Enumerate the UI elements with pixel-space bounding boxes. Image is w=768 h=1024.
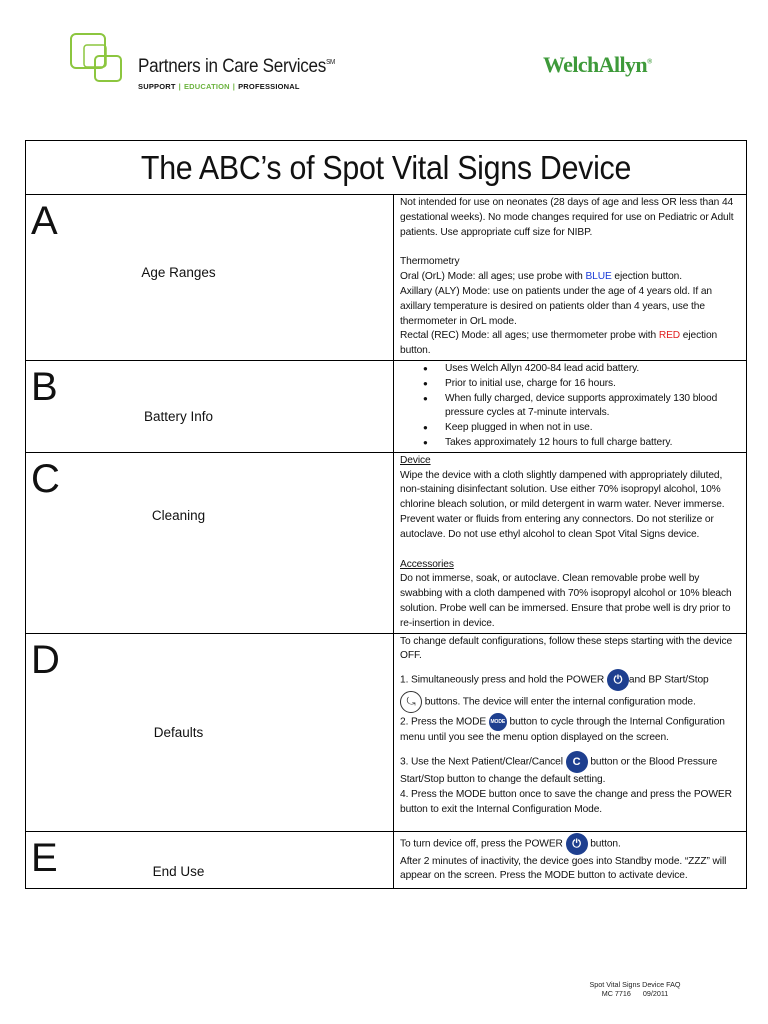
section-b-content	[394, 361, 747, 453]
defaults-step-4: 4. Press the MODE button once to save the change and press the POWER button to exit the Internal Configuration Mode.	[400, 788, 732, 815]
device-cleaning-text: Wipe the device with a cloth slightly dampened with appropriately diluted, non-staining disinfectant solution. Use either 70% isopropyl alcohol, 10% chlorine bleach solution, or mild detergent in warm water. Never immerse. Prevent water or fluids from entering any connectors. Do not sterilize or autoclave. Do not use ethyl alcohol to clean Spot Vital Signs device.	[400, 469, 725, 540]
list-item: ● Prior to initial use, charge for 16 hours.	[445, 377, 742, 392]
list-item: ● Keep plugged in when not in use.	[445, 421, 742, 436]
section-letter: D	[31, 637, 60, 682]
partners-squares-icon	[70, 33, 132, 83]
neonate-warning: Not intended for use on neonates (28 days of age and less OR less than 44 gestational weeks). No mode changes required for use on Pediatric or Adult patients. Use appropriate cuff size for NIBP.	[400, 197, 734, 238]
section-letter: A	[31, 199, 58, 243]
axillary-mode: Axillary (ALY) Mode: use on patients under the age of 4 years old. If an axillary temperature is desired on patients older than 4 years, use the thermometer in OrL mode.	[400, 285, 712, 327]
thermometry-heading: Thermometry	[400, 256, 460, 268]
section-e-row	[26, 831, 747, 888]
oral-mode: Oral (OrL) Mode: all ages; use probe with BLUE ejection button.	[400, 271, 682, 283]
section-a-content	[394, 195, 747, 361]
end-use-line-1: To turn device off, press the POWER ⏻ button.	[400, 833, 742, 855]
section-letter: B	[31, 365, 58, 409]
defaults-step-3: 3. Use the Next Patient/Clear/Cancel C button or the Blood Pressure Start/Stop button to change the default setting.	[400, 751, 742, 788]
section-d-left	[26, 633, 394, 831]
list-item: ● Takes approximately 12 hours to full charge battery.	[445, 436, 742, 451]
cancel-icon: C	[566, 751, 588, 773]
device-heading: Device	[400, 454, 431, 466]
section-a-left	[26, 195, 394, 361]
section-topic: Cleaning	[151, 507, 206, 523]
section-topic: End Use	[152, 863, 205, 879]
org-tagline: SUPPORT | EDUCATION | PROFESSIONAL	[138, 82, 300, 91]
list-item: ● When fully charged, device supports approximately 130 blood pressure cycles at 7-minute intervals.	[445, 392, 742, 422]
defaults-step-2: 2. Press the MODE MODE button to cycle through the Internal Configuration menu until you see the menu option displayed on the screen.	[400, 713, 742, 746]
section-letter: C	[31, 456, 60, 501]
accessories-cleaning-text: Do not immerse, soak, or autoclave. Clean removable probe well by swabbing with a cloth dampened with 70% isopropyl alcohol or 10% bleach solution. Probe well can be immersed. Ensure that probe well is dry prior to re-insertion in device.	[400, 573, 732, 629]
title-cell	[26, 141, 747, 195]
section-c-row	[26, 452, 747, 633]
power-icon: ⏻	[566, 833, 588, 855]
section-c-content	[394, 452, 747, 633]
defaults-intro: To change default configurations, follow these steps starting with the device OFF.	[400, 635, 733, 662]
rectal-mode: Rectal (REC) Mode: all ages; use thermometer probe with RED ejection button.	[400, 330, 718, 357]
section-topic: Age Ranges	[141, 265, 216, 280]
power-icon: ⏻	[607, 669, 629, 691]
section-b-left	[26, 361, 394, 453]
section-e-left	[26, 831, 394, 888]
partners-logo	[70, 33, 340, 93]
section-c-left	[26, 452, 394, 633]
footer-code: MC 7716 09/2011	[601, 989, 669, 998]
section-b-row	[26, 361, 747, 453]
list-item: ● Uses Welch Allyn 4200-84 lead acid battery.	[445, 362, 742, 377]
welch-allyn-logo: WelchAllyn®	[543, 52, 652, 77]
section-d-row	[26, 633, 747, 831]
bp-start-stop-icon: ⤿	[400, 691, 422, 713]
battery-list	[400, 362, 742, 451]
section-d-content	[394, 633, 747, 831]
mode-icon: MODE	[489, 713, 507, 731]
defaults-step-1: 1. Simultaneously press and hold the POWER ⏻ and BP Start/Stop ⤿ buttons. The device will enter the internal configuration mode.	[400, 669, 742, 713]
end-use-line-2: After 2 minutes of inactivity, the device goes into Standby mode. “ZZZ” will appear on the screen. Press the MODE button to activate device.	[400, 855, 727, 882]
footer-title: Spot Vital Signs Device FAQ	[589, 980, 681, 989]
org-name: Partners in Care Services℠	[138, 56, 335, 77]
section-e-content	[394, 831, 747, 888]
section-topic: Defaults	[153, 724, 204, 740]
abc-table	[25, 140, 747, 889]
section-a-row	[26, 195, 747, 361]
document-footer	[570, 980, 700, 998]
section-topic: Battery Info	[143, 409, 214, 424]
section-letter: E	[31, 835, 58, 880]
accessories-heading: Accessories	[400, 558, 454, 570]
page-title: The ABC’s of Spot Vital Signs Device	[140, 149, 632, 186]
